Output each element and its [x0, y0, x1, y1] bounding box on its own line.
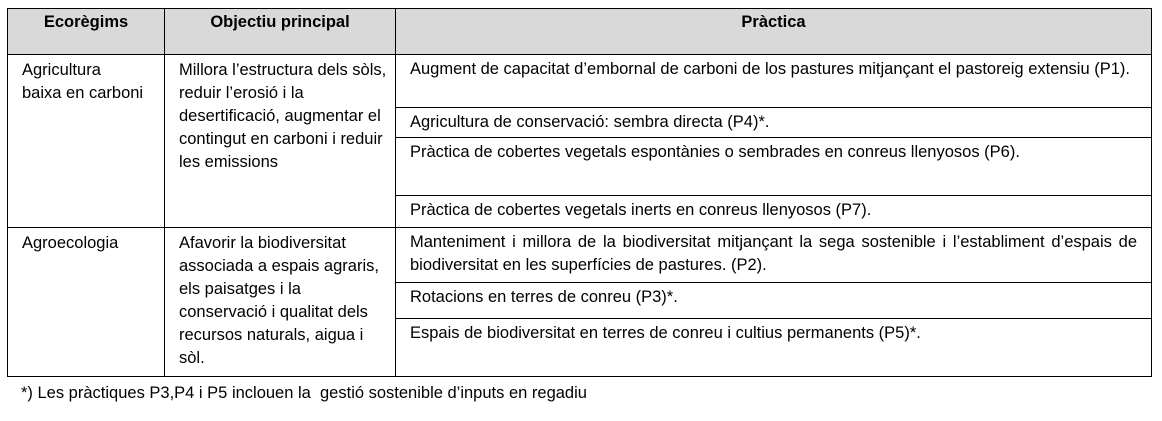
practica-item: Rotacions en terres de conreu (P3)*. — [396, 282, 1151, 318]
table-row — [8, 55, 1152, 228]
header-ecoregims: Ecorègims — [8, 9, 165, 55]
practiques-list — [396, 228, 1151, 376]
practica-item: Espais de biodiversitat en terres de conreu i cultius permanents (P5)*. — [410, 323, 921, 342]
objectiu-cell: Afavorir la biodiversitat associada a espais agraris, els paisatges i la conservació i qualitat dels recursos naturals, aigua i sòl. — [165, 228, 396, 377]
practiques-cell — [396, 228, 1152, 377]
practica-item: Pràctica de cobertes vegetals inerts en conreus llenyosos (P7). — [410, 200, 872, 219]
practica-item: Agricultura de conservació: sembra directa (P4)*. — [396, 107, 1151, 137]
document — [7, 8, 1151, 403]
practica-item: Pràctica de cobertes vegetals espontànies o sembrades en conreus llenyosos (P6). — [396, 137, 1151, 195]
objectiu-cell: Millora l’estructura dels sòls, reduir l’erosió i la desertificació, augmentar el contingut en carboni i reduir les emissions — [165, 55, 396, 228]
practica-item: Manteniment i millora de la biodiversitat mitjançant la sega sostenible i l’establiment d’espais de biodiversitat en les superfícies de pastures. (P2). — [396, 228, 1151, 282]
practiques-list — [396, 55, 1151, 227]
ecoregim-cell: Agroecologia — [8, 228, 165, 377]
practiques-cell — [396, 55, 1152, 228]
header-practica: Pràctica — [396, 9, 1152, 55]
footnote: *) Les pràctiques P3,P4 i P5 inclouen la gestió sostenible d’inputs en regadiu — [21, 384, 587, 402]
table-row — [8, 228, 1152, 377]
header-objectiu-principal: Objectiu principal — [165, 9, 396, 55]
practica-item: Augment de capacitat d’embornal de carboni de los pastures mitjançant el pastoreig extensiu (P1). — [396, 55, 1151, 107]
table-header-row — [8, 9, 1152, 55]
ecoregims-table — [7, 8, 1152, 377]
ecoregim-cell: Agricultura baixa en carboni — [8, 55, 165, 228]
